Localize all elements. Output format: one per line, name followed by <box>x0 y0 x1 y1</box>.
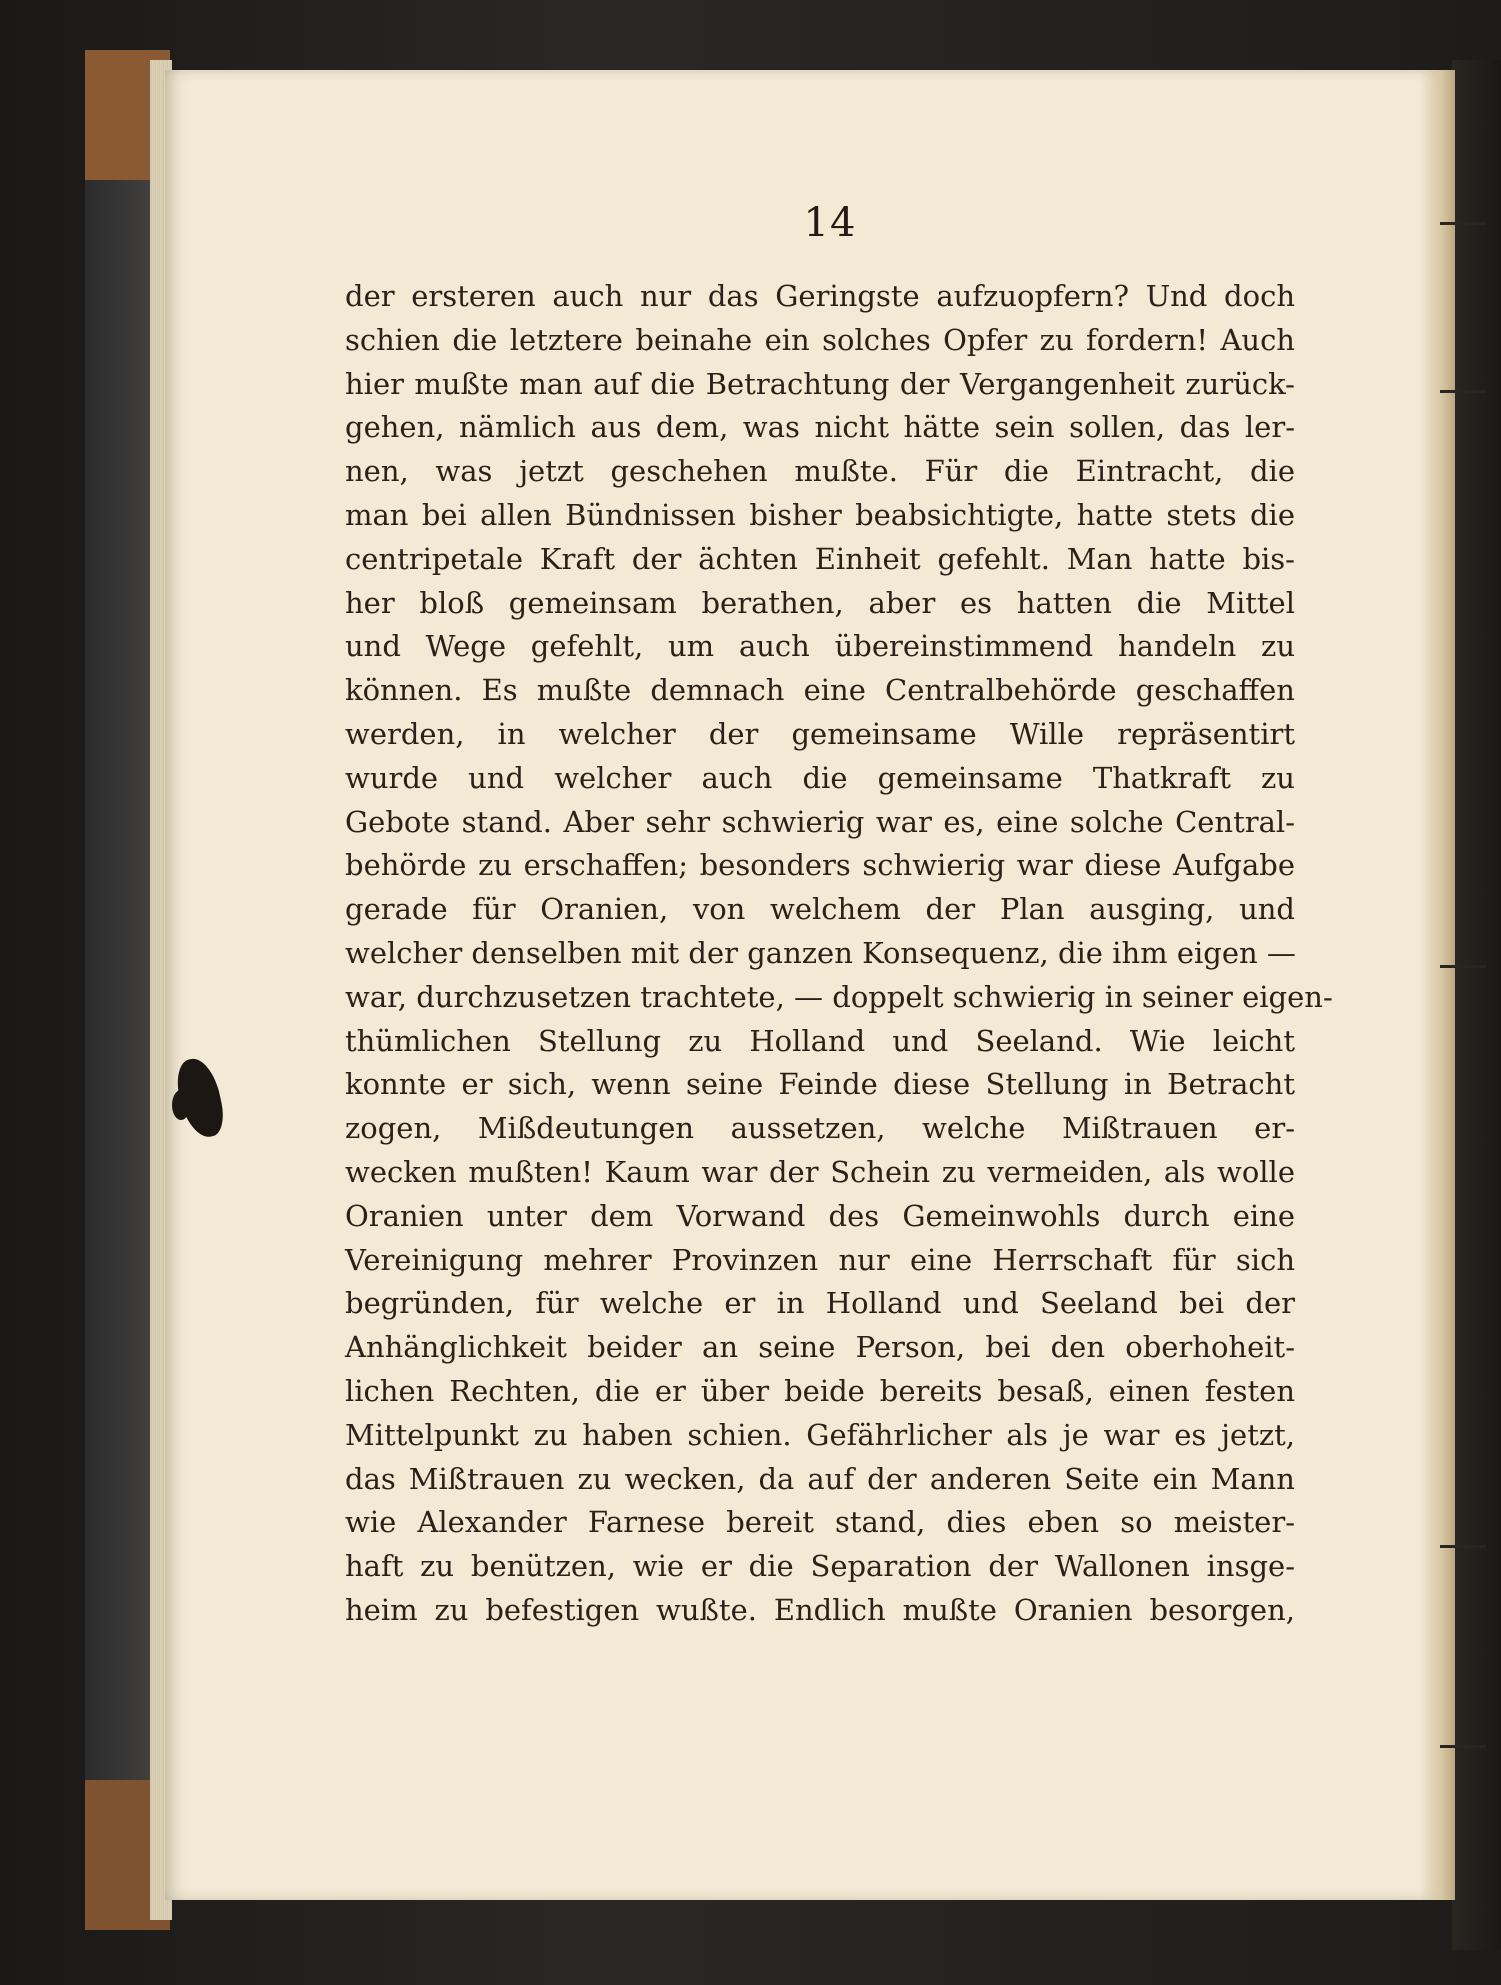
binding-thread <box>1440 1745 1486 1748</box>
text-line: wecken mußten! Kaum war der Schein zu vermeiden, als wolle <box>345 1154 1295 1189</box>
text-line: zogen, Mißdeutungen aussetzen, welche Mißtrauen er- <box>345 1111 1295 1146</box>
body-text <box>345 275 1333 1633</box>
text-line: werden, in welcher der gemeinsame Wille repräsentirt <box>345 716 1295 751</box>
text-line: begründen, für welche er in Holland und Seeland bei der <box>345 1286 1295 1321</box>
text-line: Gebote stand. Aber sehr schwierig war es, eine solche Central- <box>345 804 1295 839</box>
text-line: thümlichen Stellung zu Holland und Seeland. Wie leicht <box>345 1023 1295 1058</box>
text-line: her bloß gemeinsam berathen, aber es hatten die Mittel <box>345 585 1295 620</box>
page-gutter <box>1420 70 1455 1900</box>
text-line: Mittelpunkt zu haben schien. Gefährlicher als je war es jetzt, <box>345 1417 1295 1452</box>
text-line: lichen Rechten, die er über beide bereits besaß, einen festen <box>345 1373 1295 1408</box>
text-line: das Mißtrauen zu wecken, da auf der anderen Seite ein Mann <box>345 1461 1295 1496</box>
text-line: man bei allen Bündnissen bisher beabsichtigte, hatte stets die <box>345 497 1295 532</box>
binding-thread <box>1440 390 1486 393</box>
binding-thread <box>1440 1545 1486 1548</box>
text-line: behörde zu erschaffen; besonders schwierig war diese Aufgabe <box>345 848 1295 883</box>
text-line: hier mußte man auf die Betrachtung der Vergangenheit zurück- <box>345 366 1295 401</box>
text-line: wurde und welcher auch die gemeinsame Thatkraft zu <box>345 760 1295 795</box>
text-line: heim zu befestigen wußte. Endlich mußte Oranien besorgen, <box>345 1592 1295 1627</box>
text-line: welcher denselben mit der ganzen Konsequenz, die ihm eigen — <box>345 935 1296 970</box>
text-line: wie Alexander Farnese bereit stand, dies eben so meister- <box>345 1505 1295 1540</box>
text-line: Vereinigung mehrer Provinzen nur eine Herrschaft für sich <box>345 1242 1295 1277</box>
text-line: gehen, nämlich aus dem, was nicht hätte sein sollen, das ler- <box>345 410 1295 445</box>
text-line: Oranien unter dem Vorwand des Gemeinwohls durch eine <box>345 1198 1295 1233</box>
text-line: können. Es mußte demnach eine Centralbehörde geschaffen <box>345 673 1295 708</box>
text-line: haft zu benützen, wie er die Separation der Wallonen insge- <box>345 1549 1295 1584</box>
binding-thread <box>1440 965 1486 968</box>
text-line: der ersteren auch nur das Geringste aufzuopfern? Und doch <box>345 279 1295 313</box>
text-line: und Wege gefehlt, um auch übereinstimmend handeln zu <box>345 629 1295 664</box>
text-line: konnte er sich, wenn seine Feinde diese Stellung in Betracht <box>345 1067 1295 1102</box>
text-line: war, durchzusetzen trachtete, — doppelt schwierig in seiner eigen- <box>345 979 1333 1014</box>
text-line: schien die letztere beinahe ein solches Opfer zu fordern! Auch <box>345 322 1295 357</box>
ink-stain <box>172 1090 190 1120</box>
binding-thread <box>1440 222 1486 225</box>
right-cover-board <box>1452 60 1501 1950</box>
page-number: 14 <box>803 200 857 246</box>
text-line: gerade für Oranien, von welchem der Plan ausging, und <box>345 892 1295 927</box>
text-line: nen, was jetzt geschehen mußte. Für die Eintracht, die <box>345 454 1295 489</box>
text-line: Anhänglichkeit beider an seine Person, bei den oberhoheit- <box>345 1330 1295 1365</box>
text-line: centripetale Kraft der ächten Einheit gefehlt. Man hatte bis- <box>345 541 1295 576</box>
